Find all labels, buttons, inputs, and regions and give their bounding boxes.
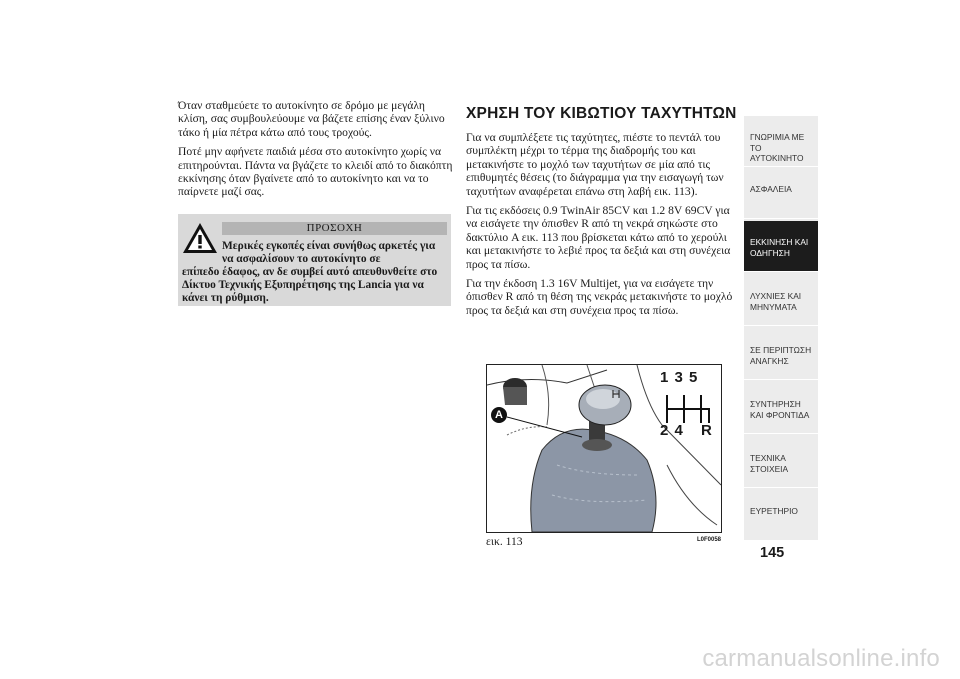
paragraph: Για να συμπλέξετε τις ταχύτητες, πιέστε το πεντάλ του συμπλέκτη μέχρι το τέρμα της διαδρομής του και μετακινήστε το μοχλό των ταχυτήτων σε μία από τις επιθυμητές θέσεις (το διάγραμμα για την εισαγωγή των ταχυτήτων αναφέρεται επάνω στη λαβή εικ. 113). <box>466 131 724 198</box>
paragraph: Για την έκδοση 1.3 16V Multijet, για να εισάγετε την όπισθεν R από τη θέση της νεκράς μετακινήστε το μοχλό προς τα δεξιά και στη συνέχεια προς τα πίσω. <box>466 277 733 317</box>
tab-safety[interactable]: ΑΣΦΑΛΕΙΑ <box>744 168 818 219</box>
left-column <box>178 99 453 205</box>
figure-caption: εικ. 113 <box>486 535 523 548</box>
section-heading: ΧΡΗΣΗ ΤΟΥ ΚΙΒΩΤΙΟΥ ΤΑΧΥΤΗΤΩΝ <box>466 105 737 122</box>
gear-label-reverse: R <box>701 422 712 439</box>
gear-lever-illustration <box>487 365 721 532</box>
shift-pattern-icon <box>667 395 709 423</box>
tab-maintenance[interactable]: ΣΥΝΤΗΡΗΣΗ ΚΑΙ ΦΡΟΝΤΙΔΑ <box>744 383 818 434</box>
tab-index[interactable]: ΕΥΡΕΤΗΡΙΟ <box>744 490 818 541</box>
warning-text-first: Μερικές εγκοπές είναι συνήθως αρκετές για να ασφαλίσουν το αυτοκίνητο σε <box>222 240 436 265</box>
warning-text-rest: επίπεδο έδαφος, αν δε συμβεί αυτό απευθυνθείτε στο Δίκτυο Τεχνικής Εξυπηρέτησης της Lancia για να κάνει τη ρύθμιση. <box>182 266 438 304</box>
paragraph: Όταν σταθμεύετε το αυτοκίνητο σε δρόμο με μεγάλη κλίση, σας συμβουλεύουμε να βάζετε επίσης έναν ξύλινο τάκο ή μία πέτρα κάτω από τους τροχούς. <box>178 99 445 139</box>
paragraph: Για τις εκδόσεις 0.9 TwinAir 85CV και 1.2 8V 69CV για να εισάγετε την όπισθεν R από τη νεκρά σηκώστε στο δακτύλιο A εικ. 113 που βρίσκεται κάτω από το χερούλι και μετακινήστε το λεβιέ προς τα δεξιά και στη συνέχεια προς τα πίσω. <box>466 204 731 271</box>
watermark: carmanualsonline.info <box>702 645 940 672</box>
gear-lever-figure <box>486 364 722 533</box>
callout-a-label: A <box>495 409 503 421</box>
tab-getting-to-know-car[interactable]: ΓΝΩΡΙΜΙΑ ΜΕ ΤΟ ΑΥΤΟΚΙΝΗΤΟ <box>744 116 818 167</box>
figure-code: L0F0058 <box>697 537 722 543</box>
tab-starting-and-driving[interactable]: ΕΚΚΙΝΗΣΗ ΚΑΙ ΟΔΗΓΗΣΗ <box>744 221 818 272</box>
tab-technical-data[interactable]: ΤΕΧΝΙΚΑ ΣΤΟΙΧΕΙΑ <box>744 437 818 488</box>
warning-title: ΠΡΟΣΟΧΗ <box>222 222 447 235</box>
warning-text <box>182 240 448 305</box>
gear-label-top: 1 3 5 <box>660 369 699 386</box>
gear-label-bottom: 2 4 <box>660 422 684 439</box>
warning-box <box>178 214 451 306</box>
tab-emergency[interactable]: ΣΕ ΠΕΡΙΠΤΩΣΗ ΑΝΑΓΚΗΣ <box>744 329 818 380</box>
paragraph: Ποτέ μην αφήνετε παιδιά μέσα στο αυτοκίνητο χωρίς να επιτηρούνται. Πάντα να βγάζετε το κλειδί από το διακόπτη εκκίνησης όταν βγαίνετε από το αυτοκίνητο και να το παίρνετε μαζί σας. <box>178 145 453 199</box>
page-number: 145 <box>760 545 785 561</box>
right-column <box>466 99 742 323</box>
tab-warning-lights[interactable]: ΛΥΧΝΙΕΣ ΚΑΙ ΜΗΝΥΜΑΤΑ <box>744 275 818 326</box>
